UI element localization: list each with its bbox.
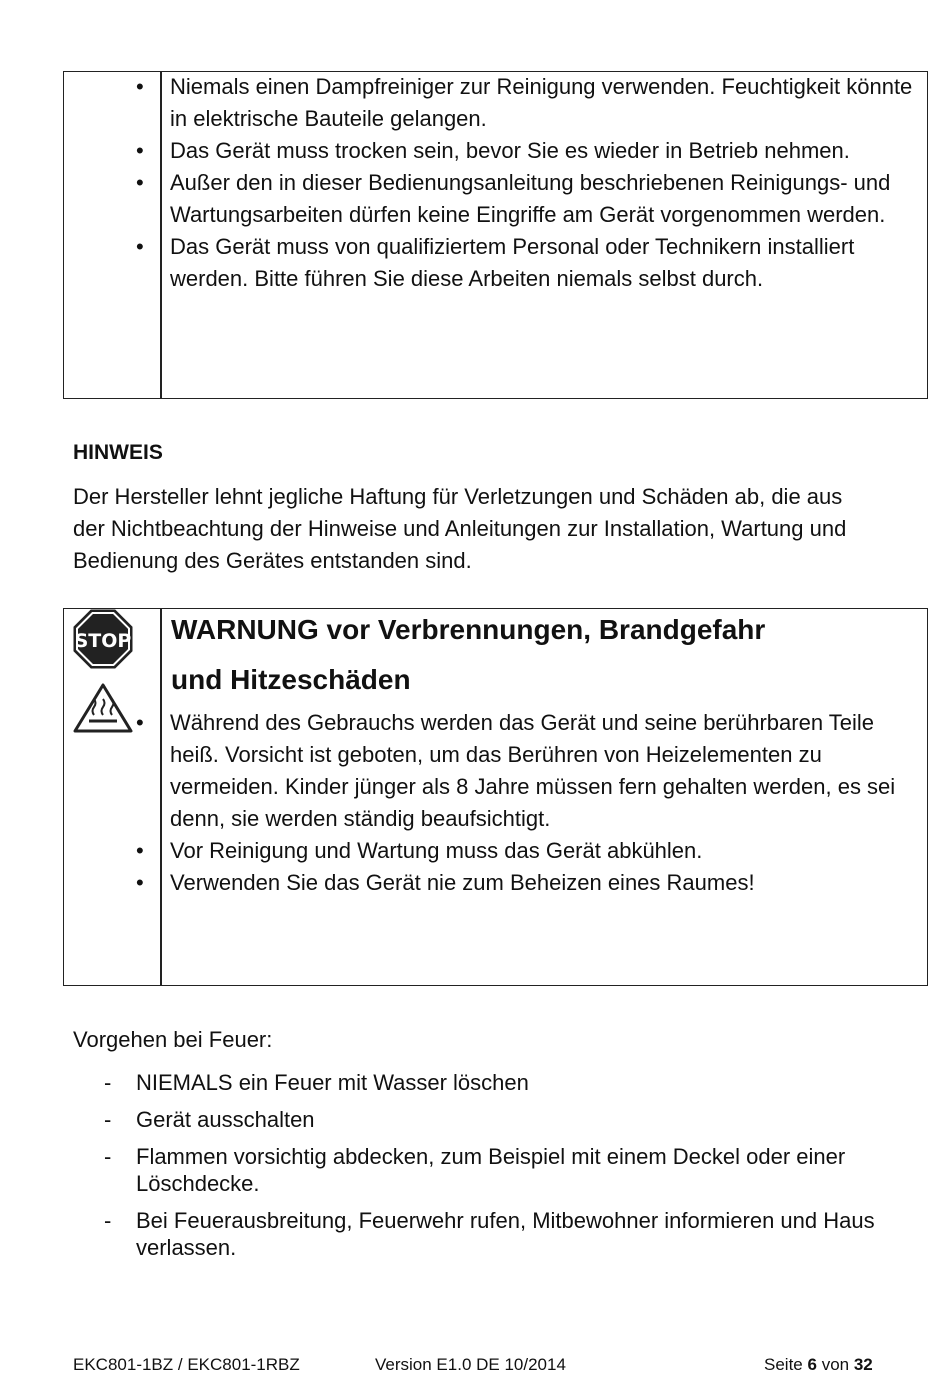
box-divider <box>160 609 162 985</box>
bullet-item: • Das Gerät muss von qualifiziertem Personal oder Technikern installiert werden. Bitte führen Sie diese Arbeiten niemals selbst durch. <box>170 231 920 295</box>
footer-model: EKC801-1BZ / EKC801-1RBZ <box>73 1355 300 1374</box>
box-divider <box>160 72 162 398</box>
stop-sign-icon <box>72 608 134 670</box>
footer-page-number: Seite 6 von 32 <box>764 1355 873 1374</box>
cleaning-bullet-list <box>136 71 920 295</box>
dash-marker: - <box>104 1070 112 1095</box>
bullet-item: • Während des Gebrauchs werden das Gerät und seine berührbaren Teile heiß. Vorsicht ist geboten, um das Berühren von Heizelementen zu vermeiden. Kinder jünger als 8 Jahre müssen fern gehalten werden, es sei denn, sie werden ständig beaufsichtigt. <box>170 707 920 835</box>
hinweis-heading: HINWEIS <box>73 441 163 464</box>
dash-marker: - <box>104 1208 112 1233</box>
bullet-item: • Verwenden Sie das Gerät nie zum Beheizen eines Raumes! <box>170 867 920 899</box>
bullet-item: • Niemals einen Dampfreiniger zur Reinigung verwenden. Feuchtigkeit könnte in elektrische Bauteile gelangen. <box>170 71 920 135</box>
dash-marker: - <box>104 1144 112 1169</box>
bullet-item: • Das Gerät muss trocken sein, bevor Sie es wieder in Betrieb nehmen. <box>170 135 920 167</box>
warning-bullet-list <box>136 707 920 899</box>
list-item: - Flammen vorsichtig abdecken, zum Beispiel mit einem Deckel oder einer Löschdecke. <box>104 1144 846 1196</box>
fire-procedure-heading: Vorgehen bei Feuer: <box>73 1027 273 1052</box>
bullet-dot: • <box>136 170 144 195</box>
bullet-dot: • <box>136 74 144 99</box>
list-item: - NIEMALS ein Feuer mit Wasser löschen <box>104 1070 529 1095</box>
dash-marker: - <box>104 1107 112 1132</box>
bullet-dot: • <box>136 710 144 735</box>
bullet-item: • Außer den in dieser Bedienungsanleitung beschriebenen Reinigungs- und Wartungsarbeiten dürfen keine Eingriffe am Gerät vorgenommen werden. <box>170 167 920 231</box>
hinweis-paragraph: Der Hersteller lehnt jegliche Haftung für Verletzungen und Schäden ab, die aus der Nichtbeachtung der Hinweise und Anleitungen zur Installation, Wartung und Bedienung des Gerätes entstanden sind. <box>73 484 847 573</box>
warning-title: WARNUNG vor Verbrennungen, Brandgefahr und Hitzeschäden <box>171 614 766 695</box>
footer-version: Version E1.0 DE 10/2014 <box>375 1355 566 1374</box>
hot-surface-warning-icon <box>72 682 134 734</box>
bullet-item: • Vor Reinigung und Wartung muss das Gerät abkühlen. <box>170 835 920 867</box>
bullet-dot: • <box>136 870 144 895</box>
bullet-dot: • <box>136 138 144 163</box>
bullet-dot: • <box>136 838 144 863</box>
fire-steps-list <box>104 1069 876 1271</box>
list-item: - Gerät ausschalten <box>104 1107 315 1132</box>
list-item: - Bei Feuerausbreitung, Feuerwehr rufen, Mitbewohner informieren und Haus verlassen. <box>104 1208 875 1260</box>
svg-text:STOP: STOP <box>74 630 132 652</box>
bullet-dot: • <box>136 234 144 259</box>
